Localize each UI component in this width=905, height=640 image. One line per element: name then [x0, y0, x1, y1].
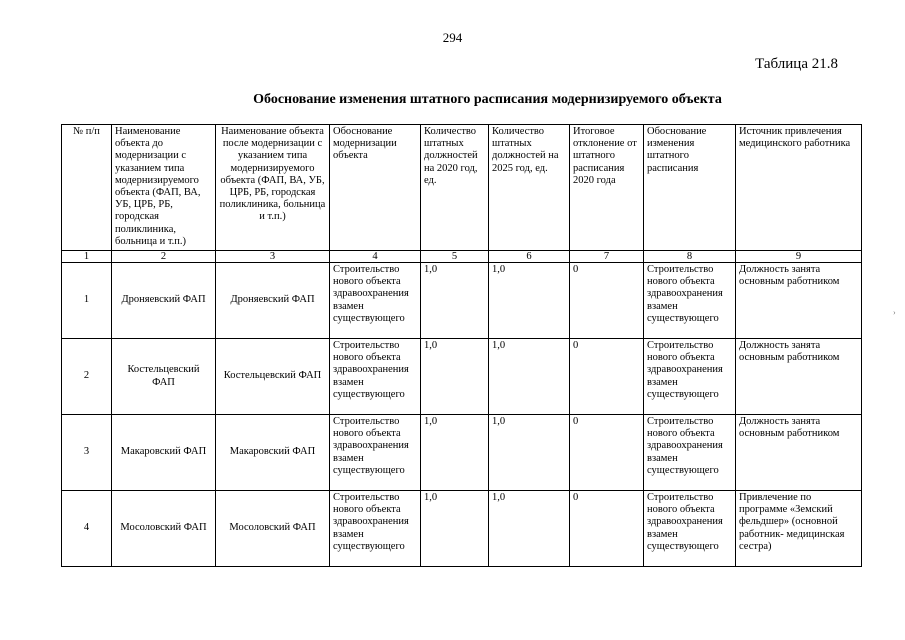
- column-number: 4: [330, 251, 421, 263]
- header-cell: № п/п: [62, 125, 112, 251]
- staff-2025: 1,0: [489, 415, 570, 491]
- row-number: 1: [62, 263, 112, 339]
- column-number: 3: [216, 251, 330, 263]
- deviation: 0: [570, 491, 644, 567]
- staff-2020: 1,0: [421, 491, 489, 567]
- row-number: 4: [62, 491, 112, 567]
- staff-2020: 1,0: [421, 263, 489, 339]
- modernization-reason: Строительство нового объекта здравоохранения взамен существующего: [330, 339, 421, 415]
- column-number: 6: [489, 251, 570, 263]
- deviation: 0: [570, 415, 644, 491]
- object-after: Мосоловский ФАП: [216, 491, 330, 567]
- column-number: 7: [570, 251, 644, 263]
- column-number: 9: [736, 251, 862, 263]
- staff-2025: 1,0: [489, 339, 570, 415]
- staff-source: Привлечение по программе «Земский фельдшер» (основной работник- медицинская сестра): [736, 491, 862, 567]
- deviation: 0: [570, 339, 644, 415]
- table-row: [62, 415, 862, 491]
- staff-2020: 1,0: [421, 415, 489, 491]
- object-after: Дроняевский ФАП: [216, 263, 330, 339]
- document-title: Обоснование изменения штатного расписания модернизируемого объекта: [253, 92, 722, 107]
- object-before: Макаровский ФАП: [112, 415, 216, 491]
- object-after: Макаровский ФАП: [216, 415, 330, 491]
- row-number: 2: [62, 339, 112, 415]
- object-before: Костельцевский ФАП: [112, 339, 216, 415]
- column-number: 1: [62, 251, 112, 263]
- header-cell: Обоснование изменения штатного расписания: [644, 125, 736, 251]
- staffing-table: [61, 124, 862, 567]
- staff-2020: 1,0: [421, 339, 489, 415]
- staff-source: Должность занята основным работником: [736, 415, 862, 491]
- staffing-justification: Строительство нового объекта здравоохранения взамен существующего: [644, 263, 736, 339]
- column-number-row: [62, 251, 862, 263]
- header-cell: Источник привлечения медицинского работника: [736, 125, 862, 251]
- header-cell: Обоснование модернизации объекта: [330, 125, 421, 251]
- header-cell: Количество штатных должностей на 2020 год, ед.: [421, 125, 489, 251]
- header-cell: Наименование объекта до модернизации с указанием типа модернизируемого объекта (ФАП, ВА, УБ, ЦРБ, РБ, городская поликлиника, больница и т.п.): [112, 125, 216, 251]
- object-before: Мосоловский ФАП: [112, 491, 216, 567]
- table-row: [62, 263, 862, 339]
- table-row: [62, 491, 862, 567]
- modernization-reason: Строительство нового объекта здравоохранения взамен существующего: [330, 415, 421, 491]
- column-number: 5: [421, 251, 489, 263]
- staffing-justification: Строительство нового объекта здравоохранения взамен существующего: [644, 415, 736, 491]
- column-number: 2: [112, 251, 216, 263]
- table-label: Таблица 21.8: [755, 56, 838, 72]
- header-row: [62, 125, 862, 251]
- staffing-justification: Строительство нового объекта здравоохранения взамен существующего: [644, 339, 736, 415]
- staff-source: Должность занята основным работником: [736, 339, 862, 415]
- page-number: 294: [442, 30, 463, 45]
- staffing-justification: Строительство нового объекта здравоохранения взамен существующего: [644, 491, 736, 567]
- column-number: 8: [644, 251, 736, 263]
- header-cell: Итоговое отклонение от штатного расписания 2020 года: [570, 125, 644, 251]
- object-before: Дроняевский ФАП: [112, 263, 216, 339]
- staff-2025: 1,0: [489, 263, 570, 339]
- row-number: 3: [62, 415, 112, 491]
- staff-2025: 1,0: [489, 491, 570, 567]
- table-row: [62, 339, 862, 415]
- deviation: 0: [570, 263, 644, 339]
- header-cell: Наименование объекта после модернизации с указанием типа модернизируемого объекта (ФАП, ВА, УБ, ЦРБ, РБ, городская поликлиника, больница и т.п.): [216, 125, 330, 251]
- modernization-reason: Строительство нового объекта здравоохранения взамен существующего: [330, 491, 421, 567]
- object-after: Костельцевский ФАП: [216, 339, 330, 415]
- margin-mark: ›: [893, 308, 896, 317]
- modernization-reason: Строительство нового объекта здравоохранения взамен существующего: [330, 263, 421, 339]
- header-cell: Количество штатных должностей на 2025 год, ед.: [489, 125, 570, 251]
- staff-source: Должность занята основным работником: [736, 263, 862, 339]
